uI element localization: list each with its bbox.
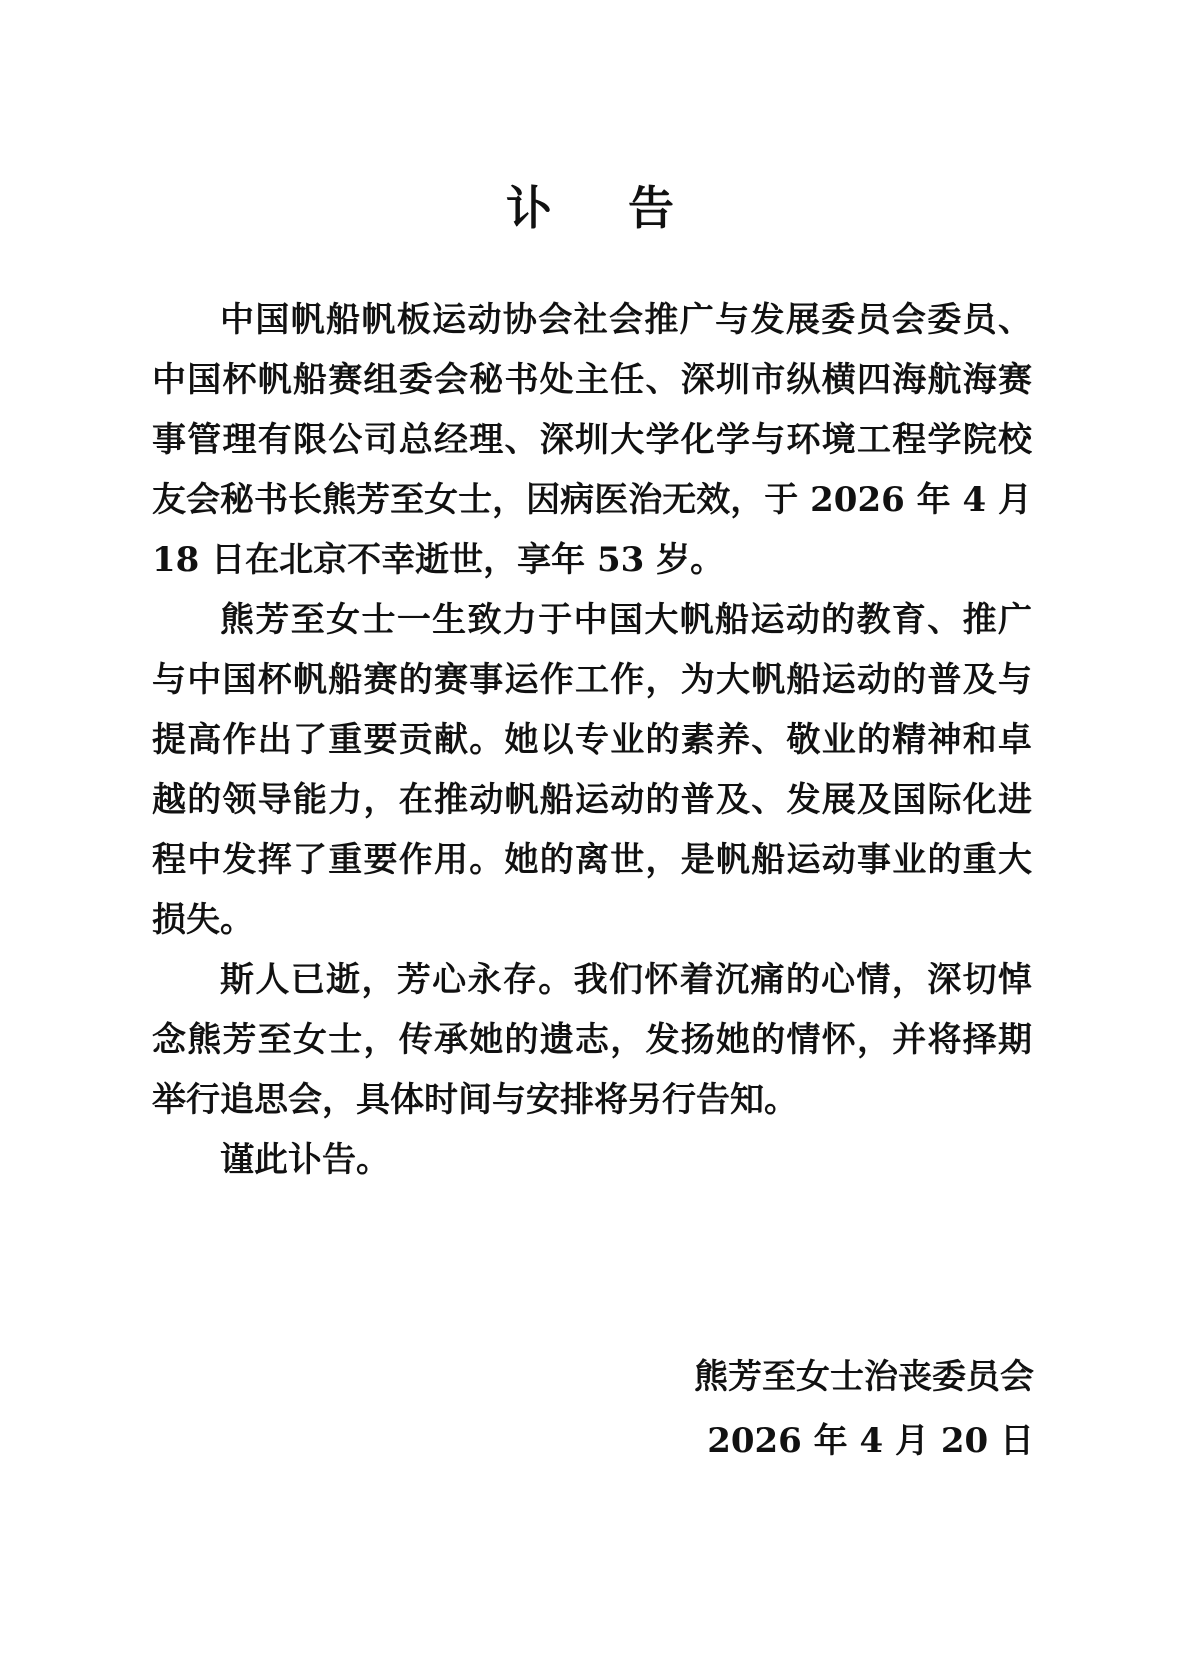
signature-organization: 熊芳至女士治丧委员会: [694, 1357, 1034, 1397]
paragraph-contributions: 熊芳至女士一生致力于中国大帆船运动的教育、推广与中国杯帆船赛的赛事运作工作，为大帆船运动的普及与提高作出了重要贡献。她以专业的素养、敬业的精神和卓越的领导能力，在推动帆船运动的普及、发展及国际化进程中发挥了重要作用。她的离世，是帆船运动事业的重大损失。: [152, 600, 1032, 940]
paragraph-announcement: 中国帆船帆板运动协会社会推广与发展委员会委员、中国杯帆船赛组委会秘书处主任、深圳市纵横四海航海赛事管理有限公司总经理、深圳大学化学与环境工程学院校友会秘书长熊芳至女士，因病医治无效，于 2026 年 4 月 18 日在北京不幸逝世，享年 53 岁。: [152, 300, 1032, 580]
paragraph-closing: 谨此讣告。: [220, 1140, 390, 1180]
document-body: [152, 290, 1032, 1190]
document-title: 讣 告: [505, 181, 704, 235]
signature-date: 2026 年 4 月 20 日: [707, 1421, 1034, 1461]
paragraph-memorial: 斯人已逝，芳心永存。我们怀着沉痛的心情，深切悼念熊芳至女士，传承她的遗志，发扬她的情怀，并将择期举行追思会，具体时间与安排将另行告知。: [152, 960, 1032, 1120]
